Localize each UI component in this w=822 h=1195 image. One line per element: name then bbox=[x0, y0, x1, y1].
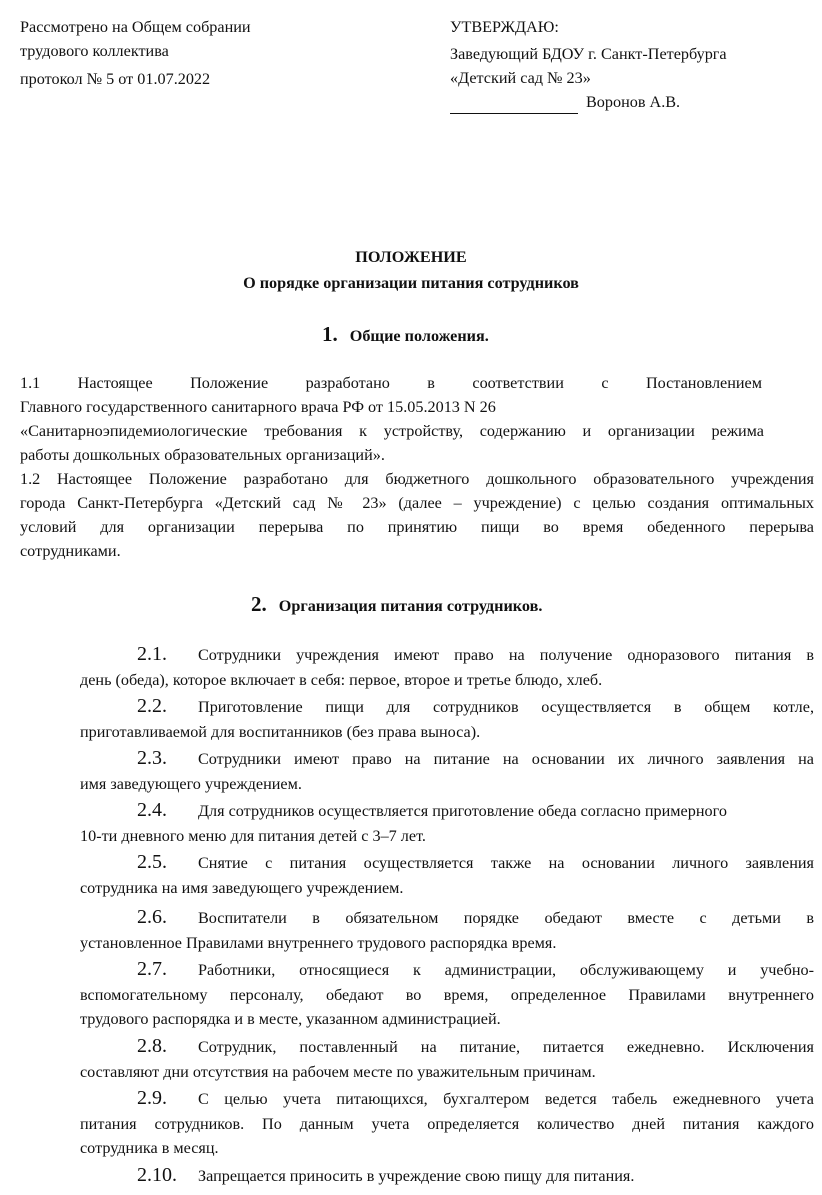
item-line-1: Работники, относящиеся к администрации, обслуживающему и учебно- bbox=[198, 961, 814, 979]
signature-row bbox=[450, 90, 810, 114]
approval-block bbox=[450, 15, 810, 114]
item-line-2: приготавливаемой для воспитанников (без права выноса). bbox=[80, 723, 481, 741]
p2-line-1: 1.2 Настоящее Положение разработано для бюджетного дошкольного образовательного учреждения bbox=[20, 470, 814, 488]
approval-meeting-block bbox=[20, 15, 350, 91]
section-1-number: 1. bbox=[322, 322, 338, 346]
p1-line-3: «Санитарноэпидемиологические требования к устройству, содержанию и организации режима bbox=[20, 422, 764, 440]
item-number: 2.2. bbox=[137, 695, 167, 717]
item-line-1: Сотрудники учреждения имеют право на получение одноразового питания в bbox=[198, 646, 814, 664]
item-line-1: Приготовление пищи для сотрудников осуществляется в общем котле, bbox=[198, 698, 814, 716]
item-line-2: сотрудника на имя заведующего учреждением. bbox=[80, 879, 404, 897]
item-line-1: С целью учета питающихся, бухгалтером ведется табель ежедневного учета bbox=[198, 1090, 814, 1108]
section-1-heading bbox=[322, 322, 489, 348]
item-number: 2.5. bbox=[137, 851, 167, 873]
item-number: 2.8. bbox=[137, 1035, 167, 1057]
document-title: ПОЛОЖЕНИЕ bbox=[355, 248, 467, 266]
item-line-3: трудового распорядка и в месте, указанном администрацией. bbox=[80, 1010, 501, 1028]
list-item bbox=[80, 642, 814, 692]
item-line-1: Запрещается приносить в учреждение свою пищу для питания. bbox=[198, 1167, 635, 1185]
item-number: 2.10. bbox=[137, 1164, 177, 1186]
item-line-2: составляют дни отсутствия на рабочем месте по уважительным причинам. bbox=[80, 1063, 596, 1081]
item-number: 2.7. bbox=[137, 958, 167, 980]
meeting-line-1: Рассмотрено на Общем собрании bbox=[20, 18, 251, 36]
section-2-title: Организация питания сотрудников. bbox=[278, 597, 543, 615]
item-line-1: Сотрудники имеют право на питание на основании их личного заявления на bbox=[198, 750, 814, 768]
list-item bbox=[80, 694, 814, 744]
signature-line bbox=[450, 95, 578, 114]
p2-line-2: города Санкт-Петербурга «Детский сад № 23» (далее – учреждение) с целью создания оптимальных bbox=[20, 494, 814, 512]
list-item bbox=[80, 905, 814, 955]
list-item bbox=[80, 1034, 814, 1084]
item-number: 2.9. bbox=[137, 1087, 167, 1109]
list-item bbox=[80, 957, 814, 1031]
p1-line-2: Главного государственного санитарного врача РФ от 15.05.2013 N 26 bbox=[20, 398, 496, 416]
item-line-2: день (обеда), которое включает в себя: первое, второе и третье блюдо, хлеб. bbox=[80, 671, 603, 689]
p1-line-4: работы дошкольных образовательных организаций». bbox=[20, 446, 385, 464]
position-line: Заведующий БДОУ г. Санкт-Петербурга bbox=[450, 45, 727, 63]
meeting-line-2: трудового коллектива bbox=[20, 42, 169, 60]
list-item bbox=[80, 798, 814, 848]
list-item bbox=[80, 1163, 814, 1189]
item-line-2: имя заведующего учреждением. bbox=[80, 775, 302, 793]
item-line-1: Воспитатели в обязательном порядке обедают вместе с детьми в bbox=[198, 909, 814, 927]
list-item bbox=[80, 1086, 814, 1160]
item-number: 2.6. bbox=[137, 906, 167, 928]
section-1-title: Общие положения. bbox=[349, 327, 489, 345]
item-line-2: установленное Правилами внутреннего трудового распорядка время. bbox=[80, 934, 557, 952]
item-line-1: Для сотрудников осуществляется приготовление обеда согласно примерного bbox=[198, 802, 727, 820]
item-number: 2.3. bbox=[137, 747, 167, 769]
signer-name: Воронов А.В. bbox=[586, 93, 681, 111]
section-2-heading bbox=[251, 592, 542, 618]
approve-label: УТВЕРЖДАЮ: bbox=[450, 18, 559, 36]
item-number: 2.1. bbox=[137, 643, 167, 665]
protocol-line: протокол № 5 от 01.07.2022 bbox=[20, 70, 211, 88]
item-line-1: Сотрудник, поставленный на питание, питается ежедневно. Исключения bbox=[198, 1038, 814, 1056]
item-number: 2.4. bbox=[137, 799, 167, 821]
p2-line-4: сотрудниками. bbox=[20, 542, 121, 560]
org-line: «Детский сад № 23» bbox=[450, 69, 591, 87]
item-line-2: питания сотрудников. По данным учета определяется количество дней питания каждого bbox=[80, 1115, 814, 1133]
list-item bbox=[80, 746, 814, 796]
item-line-3: сотрудника в месяц. bbox=[80, 1139, 219, 1157]
p2-line-3: условий для организации перерыва по принятию пищи во время обеденного перерыва bbox=[20, 518, 814, 536]
document-subtitle: О порядке организации питания сотрудников bbox=[243, 274, 579, 292]
p1-line-1: 1.1 Настоящее Положение разработано в соответствии с Постановлением bbox=[20, 374, 762, 392]
item-line-2: 10-ти дневного меню для питания детей с 3–7 лет. bbox=[80, 827, 426, 845]
item-line-1: Снятие с питания осуществляется также на основании личного заявления bbox=[198, 854, 814, 872]
item-line-2: вспомогательному персоналу, обедают во время, определенное Правилами внутреннего bbox=[80, 986, 814, 1004]
section-2-number: 2. bbox=[251, 592, 267, 616]
list-item bbox=[80, 850, 814, 900]
